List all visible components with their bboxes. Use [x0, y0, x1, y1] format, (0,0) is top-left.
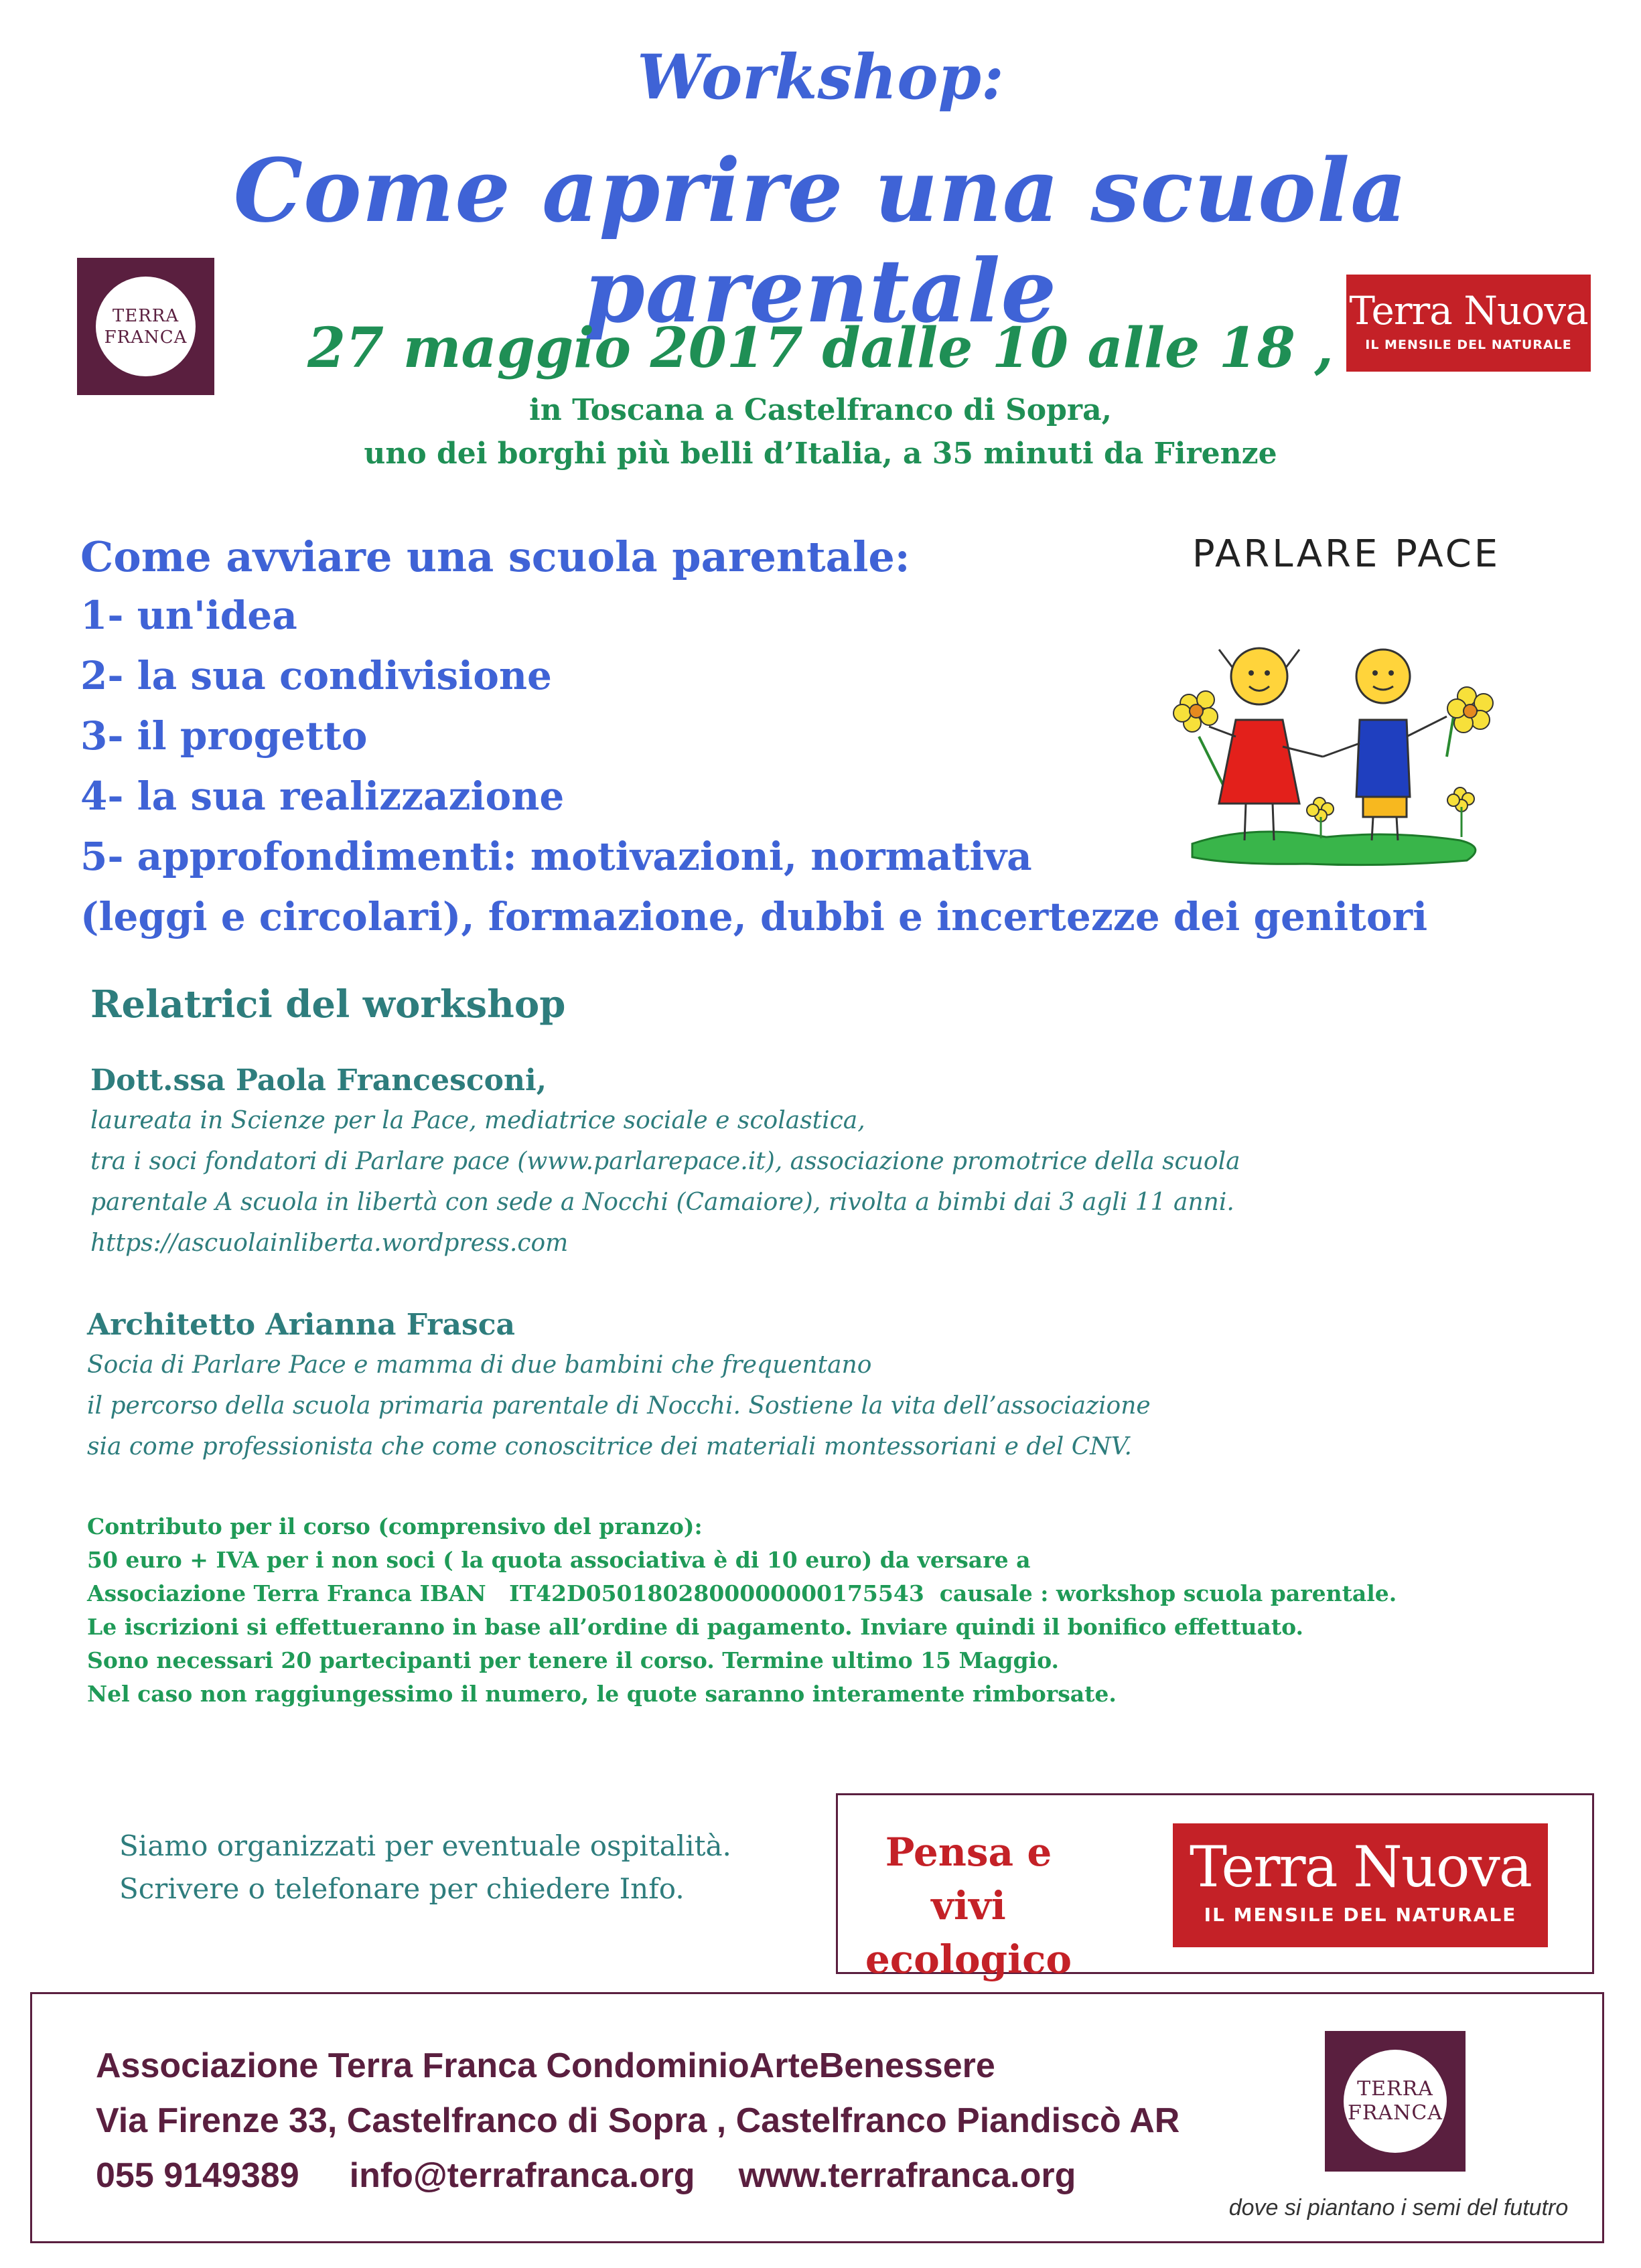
speaker-bio-line: parentale A scuola in libertà con sede a Nocchi (Camaiore), rivolta a bimbi dai 3 agli 11 anni. [90, 1189, 1234, 1216]
program-item: 2- la sua condivisione [80, 653, 552, 698]
eco-slogan [858, 1825, 1079, 1986]
terra-nuova-tagline: IL MENSILE DEL NATURALE [1204, 1904, 1517, 1926]
contribution-line: Sono necessari 20 partecipanti per tenere il corso. Termine ultimo 15 Maggio. [87, 1647, 1060, 1673]
event-date: 27 maggio 2017 dalle 10 alle 18 , [307, 316, 1334, 380]
event-place-line1: in Toscana a Castelfranco di Sopra, [529, 393, 1112, 427]
speaker-block [87, 1306, 1151, 1467]
hospitality-note [119, 1825, 731, 1910]
program-heading: Come avviare una scuola parentale: [80, 532, 910, 581]
footer-contacts [30, 1992, 1604, 2243]
footer-phone[interactable]: 055 9149389 [96, 2156, 299, 2195]
footer-email[interactable]: info@terrafranca.org [349, 2156, 695, 2195]
page-title: Come aprire una scuola parentale [233, 139, 1408, 342]
contribution-line: Contributo per il corso (comprensivo del pranzo): [87, 1513, 703, 1539]
parlare-pace-label: PARLARE PACE [1192, 532, 1501, 576]
contribution-line: Associazione Terra Franca IBAN IT42D0501802800000000175543 causale : workshop scuola parentale. [87, 1580, 1397, 1606]
speakers-title: Relatrici del workshop [90, 982, 566, 1027]
contribution-line: Nel caso non raggiungessimo il numero, le quote saranno interamente rimborsate. [87, 1681, 1117, 1707]
children-drawing-icon [1152, 603, 1527, 884]
speaker-name: Dott.ssa Paola Francesconi, [90, 1063, 547, 1098]
footer-organization: Associazione Terra Franca CondominioArteBenessere [96, 2046, 995, 2085]
footer-website[interactable]: www.terrafranca.org [738, 2156, 1076, 2195]
program-item: (leggi e circolari), formazione, dubbi e incertezze dei genitori [80, 894, 1428, 939]
hospitality-line: Siamo organizzati per eventuale ospitalità. [119, 1829, 731, 1862]
program-item: 1- un'idea [80, 593, 297, 638]
terra-nuova-tagline: IL MENSILE DEL NATURALE [1365, 337, 1572, 352]
terra-nuova-logo-large [1173, 1823, 1548, 1947]
logo-text-line2: FRANCA [104, 327, 188, 348]
contribution-line: 50 euro + IVA per i non soci ( la quota associativa è di 10 euro) da versare a [87, 1547, 1031, 1573]
terra-nuova-brand: Terra Nuova [1189, 1834, 1531, 1900]
terra-franca-logo-footer [1325, 2031, 1466, 2172]
program-item: 3- il progetto [80, 713, 368, 759]
contribution-section [87, 1510, 1397, 1711]
speaker-name: Architetto Arianna Frasca [87, 1308, 516, 1342]
program-item: 5- approfondimenti: motivazioni, normativa [80, 834, 1032, 879]
speaker-website-link[interactable]: https://ascuolainliberta.wordpress.com [90, 1229, 569, 1257]
speaker-bio-line: Socia di Parlare Pace e mamma di due bambini che frequentano [87, 1351, 872, 1379]
eco-slogan-line2: ecologico [865, 1937, 1072, 1982]
eco-promo-box [836, 1793, 1594, 1982]
workshop-label: Workshop: [637, 41, 1004, 113]
logo-text-line2: FRANCA [1348, 2101, 1443, 2125]
footer-address: Via Firenze 33, Castelfranco di Sopra , Castelfranco Piandiscò AR [96, 2101, 1180, 2140]
footer-contact-row [96, 2154, 1076, 2197]
speaker-block [90, 1061, 1240, 1264]
event-place-line2: uno dei borghi più belli d’Italia, a 35 minuti da Firenze [364, 437, 1277, 471]
speaker-bio-line: il percorso della scuola primaria parentale di Nocchi. Sostiene la vita dell’associazione [87, 1392, 1151, 1420]
logo-text-line1: TERRA [112, 305, 180, 326]
speaker-bio-line: laureata in Scienze per la Pace, mediatrice sociale e scolastica, [90, 1107, 865, 1134]
terra-nuova-brand: Terra Nuova [1349, 288, 1588, 333]
contribution-line: Le iscrizioni si effettueranno in base all’ordine di pagamento. Inviare quindi il bonifico effettuato. [87, 1614, 1304, 1640]
program-item: 4- la sua realizzazione [80, 773, 565, 819]
hospitality-line: Scrivere o telefonare per chiedere Info. [119, 1872, 685, 1905]
speaker-bio-line: tra i soci fondatori di Parlare pace (www.parlarepace.it), associazione promotrice della scuola [90, 1148, 1240, 1175]
eco-slogan-line1: Pensa e vivi [885, 1829, 1052, 1929]
logo-text-line1: TERRA [1357, 2077, 1433, 2101]
footer-tagline: dove si piantano i semi del fututro [1228, 2195, 1569, 2220]
speaker-bio-line: sia come professionista che come conoscitrice dei materiali montessoriani e del CNV. [87, 1433, 1132, 1460]
